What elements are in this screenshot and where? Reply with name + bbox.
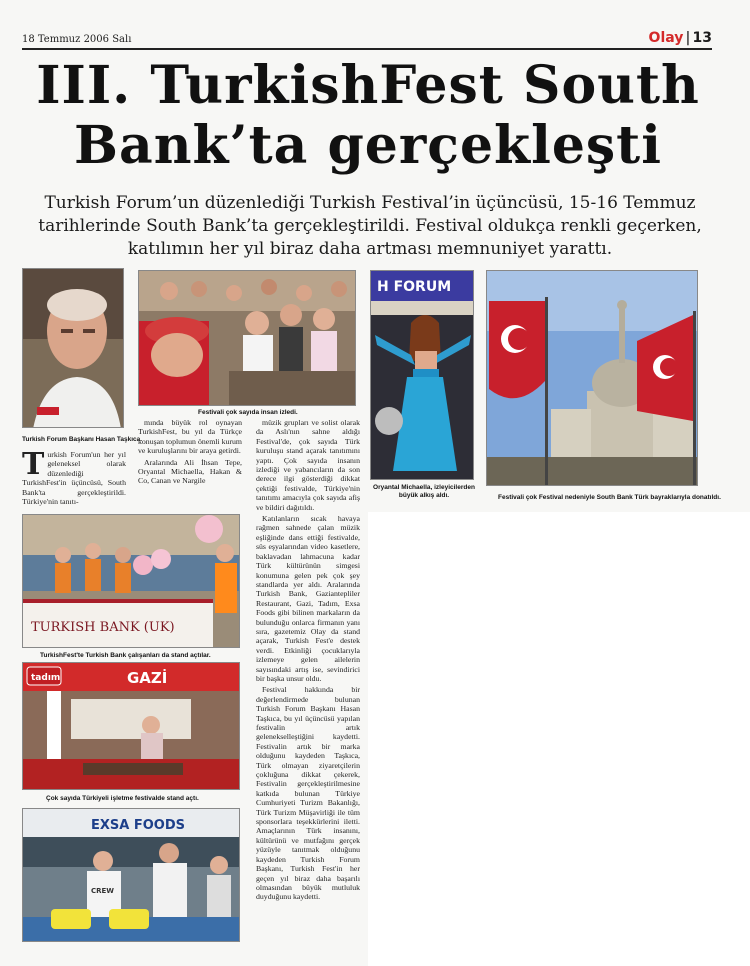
column-1-text: urkish Forum'un her yıl geleneksel olarak düzenlediği TurkishFest'in üçüncüsü, South Bank'ta gerçekleştirildi. Türkiye'nin tanıtı- [22,450,126,507]
bank-stand-photo [22,514,240,648]
exsa-banner-text: EXSA FOODS [91,818,185,833]
exsa-shirt-text: CREW [91,887,115,895]
portrait-caption: Turkish Forum Başkanı Hasan Taşkıca. [22,436,143,443]
page-number: 13 [692,30,712,46]
article-column-3 [256,418,360,904]
gazi-stand-photo [22,662,240,790]
drop-cap: T [22,447,45,482]
gazi-banner-left: tadım [31,673,61,683]
flags-caption: Festivali çok Festival nedeniyle South Bank Türk bayraklarıyla donatıldı. [498,494,721,501]
bank-stand-caption: TurkishFest'te Turkish Bank çalışanları da stand açtılar. [40,652,211,659]
page-header: Olay | 13 [648,30,712,46]
article-column-1 [22,447,126,507]
gazi-stand-caption: Çok sayıda Türkiyeli işletme festivalde stand açtı. [46,795,199,802]
column-2-paragraph-2: Aralarında Ali İhsan Tepe, Oryantal Michaella, Hakan & Co, Canan ve Nargile [138,457,242,486]
column-3-paragraph-1: müzik grupları ve solist olarak da Aslı'nın sahne aldığı Festival'de, çok sayıda Türk kuruluşu stand açarak tanıtımını yaptı. Çok sayıda insanın izlediği ve yabancıların da son derece ilgi gösterdiği dikkat çektiği festivalde, Türkiye'nin tanıtımı amacıyla çok sayıda afiş ve bildiri dağıtıldı. [256,418,360,512]
dancer-caption: Oryantal Michaella, izleyicilerden büyük alkış aldı. [373,484,475,499]
exsa-stand-photo [22,808,240,942]
blank-area [368,512,750,966]
column-3-paragraph-2: Katılanların sıcak havaya rağmen sahnede çalan müzik eşliğinde dans ettiği festivalde, süs eşyalarından video kasetlere, baklavadan lahmacuna kadar Türk kültürünün simgesi konumuna gelen pek çok şey standlarda yer aldı. Aralarında Turkish Bank, Gaziantepliler Restaurant, Gazi, Tadım, Exsa Foods gibi bilinen markaların da bulunduğu onlarca firmanın yanı sıra, gazetemiz Olay da stand açarak, Turkish Fest'e destek verdi. Etkinliği çocuklarıyla izlemeye gelen ailelerin sayısındaki artış ise, sevindirici bir başka unsur oldu. [256,514,360,683]
bank-banner-text: TURKISH BANK (UK) [31,620,175,635]
newspaper-brand: Olay [648,30,684,46]
column-3-paragraph-3: Festival hakkında bir değerlendirmede bulunan Turkish Forum Başkanı Hasan Taşkıca, bu yıl üçüncüsü yapılan festivalin artık gelenekselleştiğini kaydetti. Festivalin artık bir marka olduğunu kaydeden Taşkıca, Türk olmayan ziyaretçilerin çokluğuna dikkat çekerek, Festivalin gerçekleştirilmesine katkıda bulunan Türkiye Cumhuriyeti Turizm Bakanlığı, Türk Turizm Müşavirliği ile tüm sponsorlara teşekkürlerini iletti. Amaçlarının Türk insanını, kültürünü ve mutfağını gerçek yüzüyle tanıtmak olduğunu kaydeden Turkish Forum Başkanı, Turkish Fest'in her geçen yıl biraz daha başarılı olmasından büyük mutluluk duyduğunu kaydetti. [256,685,360,902]
portrait-photo [22,268,124,428]
subheadline: Turkish Forum’un düzenlediği Turkish Festival’in üçüncüsü, 15-16 Temmuz tarihlerinde South Bank’ta gerçekleştirildi. Festival oldukça renkli geçerken, katılımın her yıl biraz daha artması memnuniyet yarattı. [38,193,702,259]
article-column-2 [138,418,242,488]
gazi-banner-right: GAZİ [127,669,168,687]
crowd-photo [138,270,356,406]
headline-line-1: III. TurkishFest South [36,55,700,116]
headline-line-2: Bank’ta gerçekleşti [74,115,662,176]
dancer-banner-text: H FORUM [377,279,452,295]
issue-date: 18 Temmuz 2006 Salı [22,34,132,45]
crowd-caption: Festivali çok sayıda insan izledi. [198,409,298,416]
flags-photo [486,270,698,486]
dancer-photo [370,270,474,480]
column-2-paragraph-1: mında büyük rol oynayan TurkishFest, bu yıl da Türkçe konuşan toplumun önemli kurum ve kuruluşlarını bir araya getirdi. [138,418,242,456]
headline [18,56,718,176]
header-rule [22,48,712,50]
